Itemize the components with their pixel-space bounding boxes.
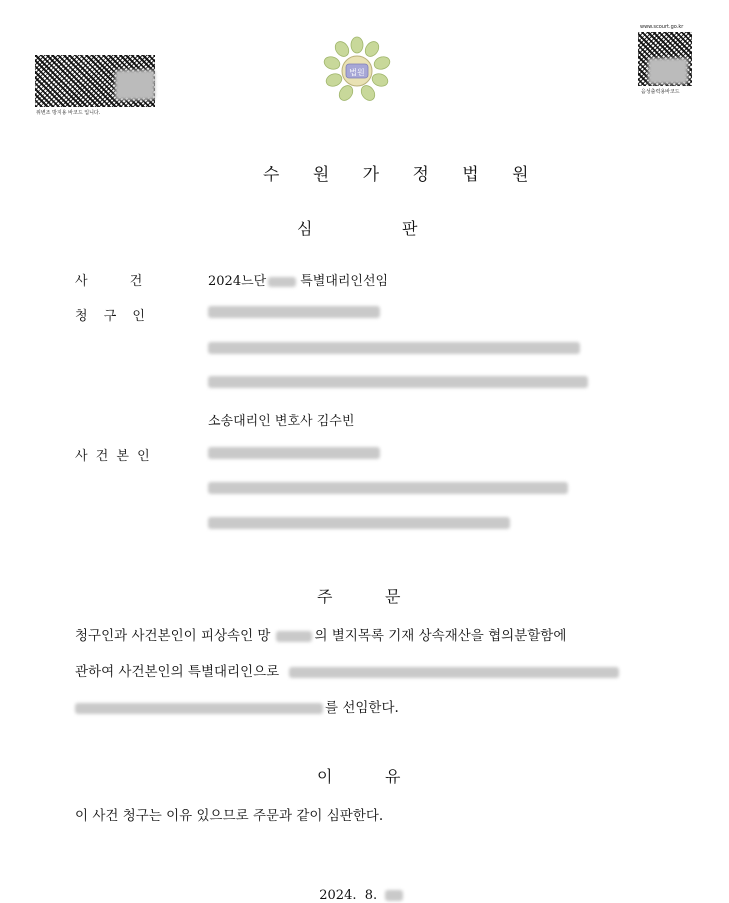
order-title-left: 주 xyxy=(317,587,333,606)
claimant-name-redacted xyxy=(208,306,380,318)
order-line-2 xyxy=(75,660,619,680)
principal-address-redacted xyxy=(208,482,568,494)
reason-text: 이 사건 청구는 이유 있으므로 주문과 같이 심판한다. xyxy=(75,808,384,824)
doc-type-right: 판 xyxy=(402,219,418,238)
case-number-redacted xyxy=(268,277,296,287)
special-agent-address-redacted xyxy=(75,703,323,714)
special-agent-info-redacted xyxy=(289,667,619,678)
court-seal-icon xyxy=(322,35,392,105)
claimant-label: 청 구 인 xyxy=(75,309,145,324)
order-title-right: 문 xyxy=(385,587,401,606)
order-line-3 xyxy=(75,696,399,716)
principal-name-redacted xyxy=(208,447,380,459)
order-line-1-b: 의 별지목록 기재 상속재산을 협의분할함에 xyxy=(314,628,567,644)
court-name: 수 원 가 정 법 원 xyxy=(263,165,543,185)
order-line-2-text: 관하여 사건본인의 특별대리인으로 xyxy=(75,664,280,680)
seal-text: 법원 xyxy=(349,68,365,77)
order-line-1-a: 청구인과 사건본인이 피상속인 망 xyxy=(75,628,271,644)
right-barcode-caption: 음성출력용바코드 xyxy=(641,89,680,95)
doc-type-left: 심 xyxy=(297,219,313,238)
left-barcode-caption: 위변조 방지용 바코드 입니다. xyxy=(36,110,101,116)
court-website-url: www.scourt.go.kr xyxy=(640,24,684,30)
barcode-number-redacted xyxy=(115,70,155,100)
reason-title-right: 유 xyxy=(385,767,401,786)
claimant-address-redacted xyxy=(208,342,580,354)
voice-barcode-redacted xyxy=(648,58,688,84)
claimant-attorney: 소송대리인 변호사 김수빈 xyxy=(208,414,355,429)
order-line-1 xyxy=(75,624,566,644)
case-number-prefix: 2024느단 xyxy=(208,274,267,289)
principal-label: 사 건 본 인 xyxy=(75,449,150,464)
case-label: 사 건 xyxy=(75,274,143,289)
reason-title-left: 이 xyxy=(317,767,333,786)
claimant-address2-redacted xyxy=(208,376,588,388)
decision-date xyxy=(311,873,403,903)
decedent-name-redacted xyxy=(276,631,312,642)
case-value xyxy=(208,270,388,289)
case-name: 특별대리인선임 xyxy=(300,274,389,289)
principal-address2-redacted xyxy=(208,517,510,529)
order-line-3-end: 를 선임한다. xyxy=(325,700,399,716)
decision-date-text: 2024. 8. xyxy=(319,888,378,903)
